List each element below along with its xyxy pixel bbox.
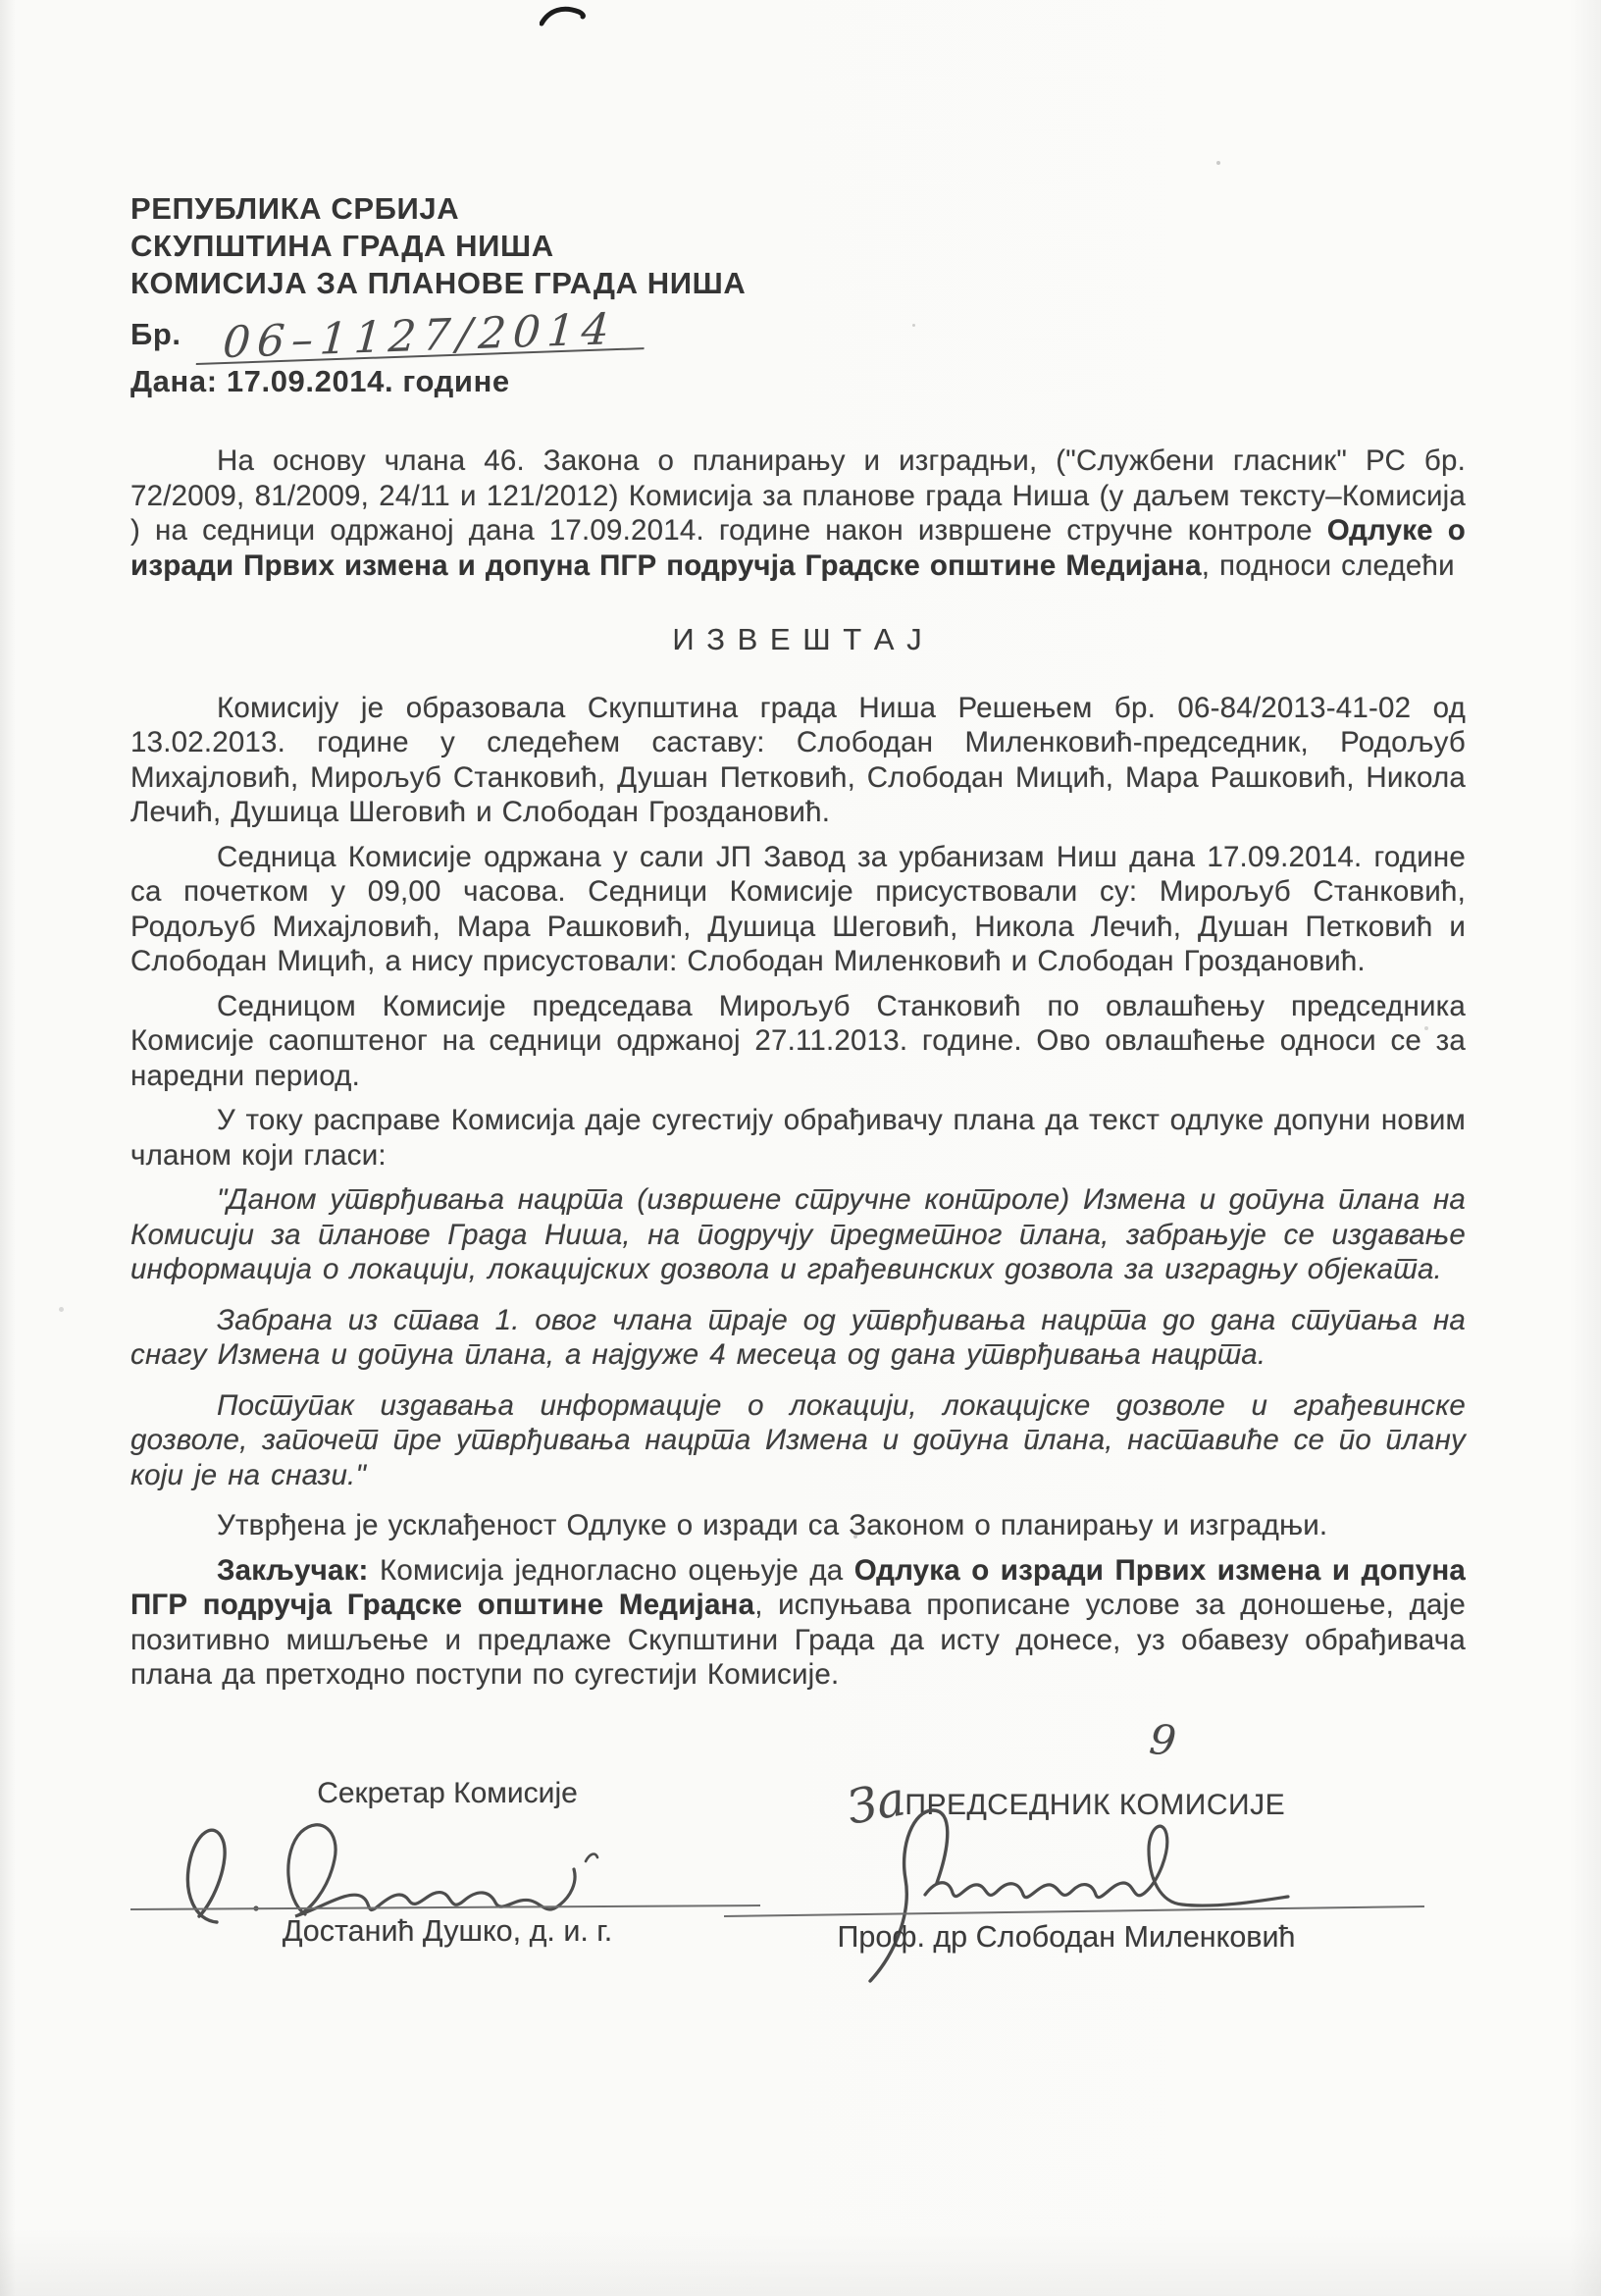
- document-body: [130, 444, 1466, 1693]
- scan-artifact-pen-mark: [540, 4, 587, 29]
- quoted-clause-3: Поступак издавања информације о локацији, локацијске дозволе и грађевинске дозволе, започет пре утврђивања нацрта Измена и допуна плана, наставиће се по плану који је на снази.": [130, 1388, 1466, 1491]
- president-role-label: [748, 1714, 1385, 1836]
- intro-text-lead: На основу члана 46. Закона о планирању и изградњи, ("Службени гласник" РС бр. 72/2009, 81/2009, 24/11 и 121/2012) Комисија за планове града Ниша (у даљем тексту–Комисија ) на седници одржаној дана 17.09.2014. године након извршене стручне контроле: [130, 444, 1466, 547]
- intro-text-decision-bold: Одлуке о изради Првих измена и допуна ПГР подручја Градске општине Медијана: [130, 514, 1466, 582]
- intro-paragraph: [130, 444, 1466, 583]
- paragraph-suggestion-intro: У току расправе Комисија даје сугестију обрађивачу плана да текст одлуке допуни новим чланом који гласи:: [130, 1104, 1466, 1172]
- org-name-republic: РЕПУБЛИКА СРБИЈА: [130, 191, 460, 226]
- president-name: Проф. др Слободан Миленковић: [837, 1919, 1296, 1954]
- paragraph-commission-formation: Комисију је образовала Скупштина града Ниша Решењем бр. 06-84/2013-41-02 од 13.02.2013. године у следећем саставу: Слободан Миленковић-председник, Родољуб Михајловић, Мирољуб Станковић, Душан Петковић, Слободан Мицић, Мара Рашковић, Никола Лечић, Душица Шеговић и Слободан Гроздановић.: [130, 691, 1466, 828]
- document-date-line: Дана: 17.09.2014. године: [130, 364, 510, 398]
- document-number-line: [130, 302, 1466, 369]
- signature-block-secretary: [148, 1749, 747, 1995]
- paragraph-conclusion: [130, 1553, 1466, 1693]
- number-label: Бр.: [130, 317, 181, 351]
- org-name-commission: КОМИСИЈА ЗА ПЛАНОВЕ ГРАДА НИША: [130, 266, 747, 300]
- secretary-signature-line: [130, 1905, 760, 1910]
- president-signature-line: [724, 1905, 1424, 1917]
- signature-block-president: [748, 1714, 1385, 1995]
- secretary-role-label: Секретар Комисије: [317, 1776, 578, 1809]
- handwritten-za-mark: За: [843, 1770, 909, 1836]
- document-content: [130, 190, 1466, 1995]
- conclusion-text-2: , испуњава прописане услове за доношење, даје позитивно мишљење и предлаже Скупштини Града да исту донесе, уз обавезу обрађивача плана да претходно поступи по сугестији Комисије.: [130, 1589, 1466, 1691]
- conclusion-decision-bold: Одлука о изради Првих измена и допуна ПГР подручја Градске општине Медијана: [130, 1553, 1466, 1621]
- handwritten-stray-mark: 9: [1147, 1714, 1179, 1765]
- document-header: [130, 190, 1466, 400]
- handwritten-document-number: 06–1127/2014: [195, 310, 646, 365]
- conclusion-label: Закључак:: [217, 1553, 369, 1587]
- paragraph-session-attendance: Седница Комисије одржана у сали ЈП Завод за урбанизам Ниш дана 17.09.2014. године са почетком у 09,00 часова. Седници Комисије присуствовали су: Мирољуб Станковић, Родољуб Михајловић, Мара Рашковић, Душица Шеговић, Никола Лечић, Душан Петковић и Слободан Мицић, а нису присустовали: Слободан Миленковић и Слободан Гроздановић.: [130, 840, 1466, 977]
- report-title: И З В Е Ш Т А Ј: [672, 622, 924, 656]
- org-name-assembly: СКУПШТИНА ГРАДА НИША: [130, 229, 554, 263]
- scan-speck: [1216, 161, 1220, 165]
- paragraph-compliance: Утврђена је усклађеност Одлуке о изради са Законом о планирању и изградњи.: [217, 1509, 1328, 1541]
- conclusion-text-1: Комисија једногласно оцењује да: [368, 1553, 854, 1587]
- scan-speck: [59, 1307, 64, 1312]
- intro-text-tail: , подноси следећи: [1201, 548, 1455, 582]
- signature-section: [130, 1714, 1466, 1995]
- president-role-text: ПРЕДСЕДНИК КОМИСИЈЕ: [904, 1788, 1286, 1821]
- paragraph-session-chair: Седницом Комисије председава Мирољуб Станковић по овлашћењу председника Комисије саопштеног на седници одржаној 27.11.2013. године. Ово овлашћење односи се за наредни период.: [130, 989, 1466, 1092]
- secretary-name: Достанић Душко, д. и. г.: [282, 1913, 613, 1948]
- quoted-clause-2: Забрана из става 1. овог члана траје од утврђивања нацрта до дана ступања на снагу Измена и допуна плана, а најдуже 4 месеца од дана утврђивања нацрта.: [130, 1303, 1466, 1371]
- quoted-clause-1: "Даном утврђивања нацрта (извршене стручне контроле) Измена и допуна плана на Комисији за планове Града Ниша, на подручју предметног плана, забрањује се издавање информација о локацији, локацијских дозвола и грађевинских дозвола за изградњу објеката.: [130, 1183, 1466, 1285]
